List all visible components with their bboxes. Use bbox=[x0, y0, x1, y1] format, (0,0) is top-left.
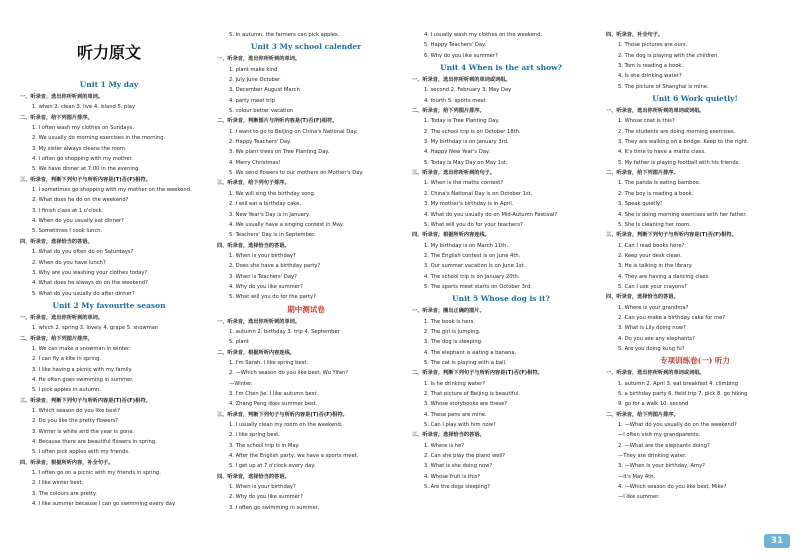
section-instruction: 三、听录音，判断下列句子与所听内容是(T)否(F)相符。 bbox=[20, 397, 151, 404]
listening-line: 4. I usually wash my clothes on the weekend. bbox=[424, 32, 543, 38]
section-instruction: 三、听录音，判断下列句子与所听内容是(T)否(F)相符。 bbox=[217, 411, 348, 418]
listening-line: 3. The school trip is in May. bbox=[229, 442, 300, 449]
section-instruction: 三、听录音，选出你所听到的句子。 bbox=[412, 170, 496, 177]
listening-line: 4. When do you usually eat dinner? bbox=[32, 218, 124, 225]
listening-line: 5. She is cleaning her room. bbox=[618, 221, 691, 228]
listening-line: 4. After the English party, we have a sports meet. bbox=[229, 453, 359, 460]
listening-line: 1. I sometimes go shopping with my mother on the weekend. bbox=[32, 187, 192, 194]
section-instruction: 四、听录音，选择恰当的答语。 bbox=[606, 294, 679, 301]
listening-line: 5. I often pick apples with my friends. bbox=[32, 449, 130, 456]
listening-line: 5. We send flowers to our mothers on Mother's Day. bbox=[229, 170, 364, 177]
listening-line: 5. Sometimes I cook lunch. bbox=[32, 228, 103, 235]
listening-line: —They are drinking water. bbox=[618, 453, 687, 460]
listening-line: 6. Why do you like summer? bbox=[424, 52, 498, 59]
unit-heading: Unit 4 When is the art show? bbox=[440, 63, 562, 73]
section-instruction: 四、听录音，选择恰当的答语。 bbox=[217, 242, 290, 249]
unit-heading: Unit 5 Whose dog is it? bbox=[452, 294, 550, 304]
listening-line: 1. Today is Tree Planting Day. bbox=[424, 118, 500, 125]
listening-line: —It's May 4th. bbox=[618, 473, 656, 480]
section-instruction: 一、听录音，选出你所听到的单词。 bbox=[217, 318, 301, 325]
listening-line: 1. My birthday is on March 11th. bbox=[424, 242, 509, 249]
listening-line: 4. These pens are mine. bbox=[424, 411, 487, 418]
listening-line: 2. I can fly a kite in spring. bbox=[32, 356, 102, 363]
page-title: 听力原文 bbox=[76, 43, 141, 62]
listening-line: 1. second 2. February 3. May Day bbox=[424, 87, 512, 94]
listening-line: 2. We usually do morning exercises in the morning. bbox=[32, 135, 166, 142]
listening-line: 5. We have dinner at 7:00 in the evening. bbox=[32, 166, 141, 173]
listening-line: 2. July June October bbox=[229, 77, 281, 84]
unit-heading: Unit 2 My favourite season bbox=[52, 300, 166, 310]
listening-line: —I like summer. bbox=[618, 494, 660, 501]
listening-line: 2. I will eat a birthday cake. bbox=[229, 201, 301, 208]
listening-line: 1. autumn 2. April 3. eat breakfast 4. climbing bbox=[618, 380, 738, 387]
listening-line: 4. fourth 5. sports meet bbox=[424, 97, 486, 104]
listening-line: 4. They are having a dancing class. bbox=[618, 273, 710, 280]
listening-line: 2. When do you have lunch? bbox=[32, 259, 106, 266]
listening-line: 3. —When is your birthday, Amy? bbox=[618, 463, 705, 470]
listening-line: 3. Tom is reading a book. bbox=[618, 63, 684, 70]
unit-heading: 期中测试卷 bbox=[287, 304, 325, 314]
listening-line: 3. The colours are pretty. bbox=[32, 490, 97, 497]
section-instruction: 三、听录音，给下列句子排序。 bbox=[217, 180, 290, 187]
listening-line: 3. They are walking on a bridge. Keep to the right. bbox=[618, 139, 749, 146]
listening-line: 3. I finish class at 1 o'clock. bbox=[32, 207, 104, 214]
listening-line: 1. We can make a snowman in winter. bbox=[32, 345, 131, 352]
listening-line: 4. Do you see any elephants? bbox=[618, 335, 695, 342]
listening-line: 3. Our summer vacation is on June 1st. bbox=[424, 263, 526, 270]
listening-line: 4. —Which season do you like best, Mike? bbox=[618, 484, 727, 491]
listening-line: 4. party meet trip bbox=[229, 97, 275, 104]
listening-line: 1. I often wash my clothes on Sundays. bbox=[32, 125, 134, 132]
listening-line: 2. The girl is jumping. bbox=[424, 328, 481, 335]
unit-heading: 专项训练卷(一) 听力 bbox=[660, 356, 730, 366]
listening-line: 5. Today is May Day on May 1st. bbox=[424, 159, 508, 166]
listening-line: 4. Why do you like summer? bbox=[229, 283, 303, 290]
section-instruction: 四、听录音，补全句子。 bbox=[606, 32, 664, 38]
listening-line: 2. That picture of Beijing is beautiful. bbox=[424, 391, 521, 397]
listening-line: 1. When is your birthday? bbox=[229, 252, 296, 259]
listening-line: 1. —What do you usually do on the weekend? bbox=[618, 422, 737, 429]
listening-line: 1. When is your birthday? bbox=[229, 484, 296, 491]
listening-line: 3. I often go swimming in summer. bbox=[229, 504, 320, 511]
listening-line: 1. The book is hers. bbox=[424, 318, 475, 325]
listening-line: 3. I'm Chen Jie. I like autumn best. bbox=[229, 391, 319, 397]
listening-line: 5. In autumn, the farmers can pick apples. bbox=[229, 32, 340, 38]
section-instruction: 四、听录音，根据所听内容连线。 bbox=[412, 232, 490, 239]
listening-line: 2. Happy Teachers' Day. bbox=[229, 139, 292, 146]
listening-line: 1. I often go on a picnic with my friends in spring. bbox=[32, 470, 161, 477]
listening-line: 4. Merry Christmas! bbox=[229, 159, 281, 166]
listening-line: 4. I like summer because I can go swimming every day. bbox=[32, 501, 176, 508]
listening-line: 5. What will you do for the party? bbox=[229, 294, 316, 301]
listening-line: —Winter. bbox=[229, 380, 253, 387]
listening-line: 1. Those pictures are ours. bbox=[618, 42, 688, 49]
listening-line: 5. What will you do for your teachers? bbox=[424, 221, 523, 228]
listening-line: 4. What does he always do on the weekend? bbox=[32, 280, 148, 287]
listening-line: 3. The dog is sleeping. bbox=[424, 339, 483, 346]
listening-line: 5. I pick apples in autumn. bbox=[32, 387, 101, 394]
listening-line: 1. I want to go to Beijing on China's National Day. bbox=[229, 128, 358, 135]
listening-line: 2. I like spring best. bbox=[229, 432, 280, 439]
listening-line: 1. Where is your grandma? bbox=[618, 304, 689, 311]
listening-line: 3. My sister always cleans the room. bbox=[32, 145, 127, 152]
listening-line: 1. Is he drinking water? bbox=[424, 380, 485, 387]
listening-line: 4. We usually have a singing contest in May. bbox=[229, 221, 344, 228]
section-instruction: 三、听录音，判断下列句子与所听内容是(T)否(F)相符。 bbox=[20, 176, 151, 183]
section-instruction: 四、听录音，选择恰当的答语。 bbox=[217, 473, 290, 480]
listening-line: 4. He often goes swimming in summer. bbox=[32, 376, 134, 383]
listening-line: 3. December August March bbox=[229, 87, 300, 94]
listening-line: 2. The students are doing morning exercises. bbox=[618, 128, 736, 135]
section-instruction: 三、听录音，判断下列句子与所听内容是(T)否(F)相符。 bbox=[606, 232, 737, 239]
listening-line: 3. What is she doing now? bbox=[424, 463, 493, 470]
listening-line: 2. Keep your desk clean. bbox=[618, 252, 682, 259]
listening-line: 2. I like winter best. bbox=[32, 480, 84, 487]
listening-line: 1. Which season do you like best? bbox=[32, 407, 120, 414]
section-instruction: 三、听录音，选择恰当的答语。 bbox=[412, 432, 485, 439]
section-instruction: 一、听录音，选出你所听到的单词。 bbox=[20, 94, 104, 100]
listening-line: 5. Are you doing kung fu? bbox=[618, 345, 685, 352]
listening-line: 2. Why do you like summer? bbox=[229, 494, 303, 501]
listening-line: 1. Whose coat is this? bbox=[618, 118, 675, 125]
unit-heading: Unit 1 My day bbox=[79, 80, 139, 89]
listening-line: 3. Speak quietly! bbox=[618, 201, 663, 208]
listening-line: 4. The elephant is eating a banana. bbox=[424, 349, 517, 356]
section-instruction: 二、听录音，给下列图片排序。 bbox=[606, 170, 679, 177]
listening-line: 1. The panda is eating bamboo. bbox=[618, 180, 701, 187]
listening-line: 1. Can I read books here? bbox=[618, 242, 685, 249]
section-instruction: 一、听录音，圈出正确的图片。 bbox=[412, 308, 485, 315]
listening-line: 4. The school trip is on January 20th. bbox=[424, 273, 520, 280]
listening-line: 2. China's National Day is on October 1st. bbox=[424, 190, 533, 197]
section-instruction: 二、听录音，判断图片与所听内容是(T)否(F)相符。 bbox=[217, 118, 338, 125]
listening-line: 4. Happy New Year's Day. bbox=[424, 149, 490, 156]
listening-line: 4. Zhang Peng likes summer best. bbox=[229, 401, 318, 408]
listening-line: 1. What do you often do on Saturdays? bbox=[32, 249, 134, 256]
listening-line: 4. Is she drinking water? bbox=[618, 73, 682, 80]
listening-line: 2. The dog is playing with the children. bbox=[618, 52, 720, 59]
listening-line: 2. Can you make a birthday cake for me? bbox=[618, 314, 726, 321]
section-instruction: 二、听录音，给下列图片排序。 bbox=[606, 411, 679, 418]
listening-line: 4. Whose fruit is this? bbox=[424, 473, 481, 480]
section-instruction: 一、听录音，选出你所听到的单词或词组。 bbox=[606, 108, 705, 115]
listening-line: 1. Where is he? bbox=[424, 442, 465, 449]
listening-line: 5. plant bbox=[229, 339, 249, 346]
listening-line: 5. Happy Teachers' Day. bbox=[424, 42, 487, 49]
listening-line: 1. We will sing the birthday song. bbox=[229, 190, 316, 197]
listening-line: 4. I often go shopping with my mother. bbox=[32, 156, 133, 163]
section-instruction: 二、听录音，给下列图片排序。 bbox=[20, 114, 93, 121]
listening-line: 3. My birthday is on January 3rd. bbox=[424, 139, 509, 146]
listening-line: 2. Can she play the piano well? bbox=[424, 453, 506, 460]
section-instruction: 四、听录音，根据所听内容，补全句子。 bbox=[20, 459, 114, 466]
listening-line: 4. It's time to have a maths class. bbox=[618, 149, 706, 156]
listening-line: 5. a birthday party 6. field trip 7. pick 8. go hiking bbox=[618, 391, 748, 397]
section-instruction: 二、听录音，给下列图片排序。 bbox=[412, 108, 485, 115]
listening-line: 1. which 2. spring 3. lovely 4. grape 5. snowman bbox=[32, 325, 159, 332]
listening-line: 1. autumn 2. birthday 3. trip 4. September bbox=[229, 328, 340, 335]
section-instruction: 一、听录音，选出你所听到的单词。 bbox=[20, 314, 104, 321]
listening-line: 3. Winter is white and the year is gone. bbox=[32, 428, 135, 435]
listening-line: —I often visit my grandparents. bbox=[618, 432, 701, 439]
section-instruction: 四、听录音，选择恰当的答语。 bbox=[20, 238, 93, 245]
listening-line: 1. I'm Sarah. I like spring best. bbox=[229, 359, 309, 366]
listening-line: 2. The English contest is on June 4th. bbox=[424, 252, 521, 259]
listening-line: 2. What does he do on the weekend? bbox=[32, 197, 129, 204]
listening-line: 4. Because there are beautiful flowers in spring. bbox=[32, 439, 157, 445]
unit-heading: Unit 3 My school calender bbox=[250, 42, 362, 52]
listening-line: 4. What do you usually do on Mid-Autumn Festival? bbox=[424, 211, 558, 218]
page-number: 31 bbox=[764, 534, 790, 548]
column-1 bbox=[20, 30, 198, 509]
listening-line: 3. New Year's Day is in January. bbox=[229, 211, 310, 218]
listening-line: 3. My mother's birthday is in April. bbox=[424, 201, 514, 208]
column-2 bbox=[217, 30, 395, 513]
listening-line: 2. Do you like the pretty flowers? bbox=[32, 418, 119, 425]
section-instruction: 二、听录音，判断下列句子与所听内容是(T)否(F)相符。 bbox=[412, 370, 543, 377]
column-3 bbox=[412, 30, 590, 492]
listening-line: 5. Can I use your crayons? bbox=[618, 283, 687, 290]
listening-line: 1. When is the maths contest? bbox=[424, 180, 504, 187]
listening-line: 5. I get up at 7 o'clock every day. bbox=[229, 463, 316, 470]
listening-line: 5. colour better vacation bbox=[229, 108, 294, 115]
listening-line: 4. She is doing morning exercises with her father. bbox=[618, 211, 747, 218]
listening-line: 5. Are the dogs sleeping? bbox=[424, 484, 490, 491]
listening-line: 9. go for a walk 10. second bbox=[618, 401, 689, 408]
section-instruction: 二、听录音，给下列图片排序。 bbox=[20, 335, 93, 342]
listening-line: 3. He is talking in the library. bbox=[618, 263, 693, 270]
listening-line: 3. We plant trees on Tree Planting Day. bbox=[229, 149, 330, 156]
listening-line: 3. Whose storybooks are these? bbox=[424, 401, 508, 408]
listening-line: 5. My father is playing football with his friends. bbox=[618, 159, 741, 166]
column-4 bbox=[606, 30, 784, 503]
listening-line: 2. —Which season do you like best, Wu Yifan? bbox=[229, 370, 349, 377]
listening-line: 3. I like having a picnic with my family. bbox=[32, 366, 133, 373]
listening-line: 1. when 2. clean 3. live 4. island 5. play bbox=[32, 104, 136, 111]
listening-line: 5. What do you usually do after dinner? bbox=[32, 290, 135, 297]
listening-line: 1. I usually clean my room on the weekend. bbox=[229, 422, 343, 429]
listening-line: 5. The picture of Shanghai is mine. bbox=[618, 83, 709, 90]
listening-line: 2. The school trip is on October 18th. bbox=[424, 128, 521, 135]
listening-line: 3. Why are you washing your clothes today? bbox=[32, 269, 148, 276]
listening-line: 3. When is Teachers' Day? bbox=[229, 273, 297, 280]
listening-line: 5. Can I play with him now? bbox=[424, 422, 496, 429]
listening-line: 1. plant make kind bbox=[229, 66, 278, 73]
listening-line: 2. The boy is reading a book. bbox=[618, 190, 694, 197]
unit-heading: Unit 6 Work quietly! bbox=[652, 94, 738, 104]
listening-line: 3. What is Lily doing now? bbox=[618, 325, 686, 332]
section-instruction: 二、听录音，根据所听内容连线。 bbox=[217, 349, 295, 356]
listening-line: 5. The cat is playing with a ball. bbox=[424, 359, 507, 366]
listening-line: 5. Teachers' Day is in September. bbox=[229, 232, 316, 239]
listening-line: 2. Does she have a birthday party? bbox=[229, 263, 321, 270]
section-instruction: 一、听录音，选出你所听到的单词或词组。 bbox=[412, 77, 511, 84]
section-instruction: 一、听录音，选出你所听到的单词。 bbox=[217, 56, 301, 63]
section-instruction: 一、听录音，选出你所听到的单词或词组。 bbox=[606, 370, 705, 377]
listening-line: 5. The sports meet starts on October 3rd. bbox=[424, 283, 532, 290]
listening-line: 2. —What are the elephants doing? bbox=[618, 442, 710, 449]
